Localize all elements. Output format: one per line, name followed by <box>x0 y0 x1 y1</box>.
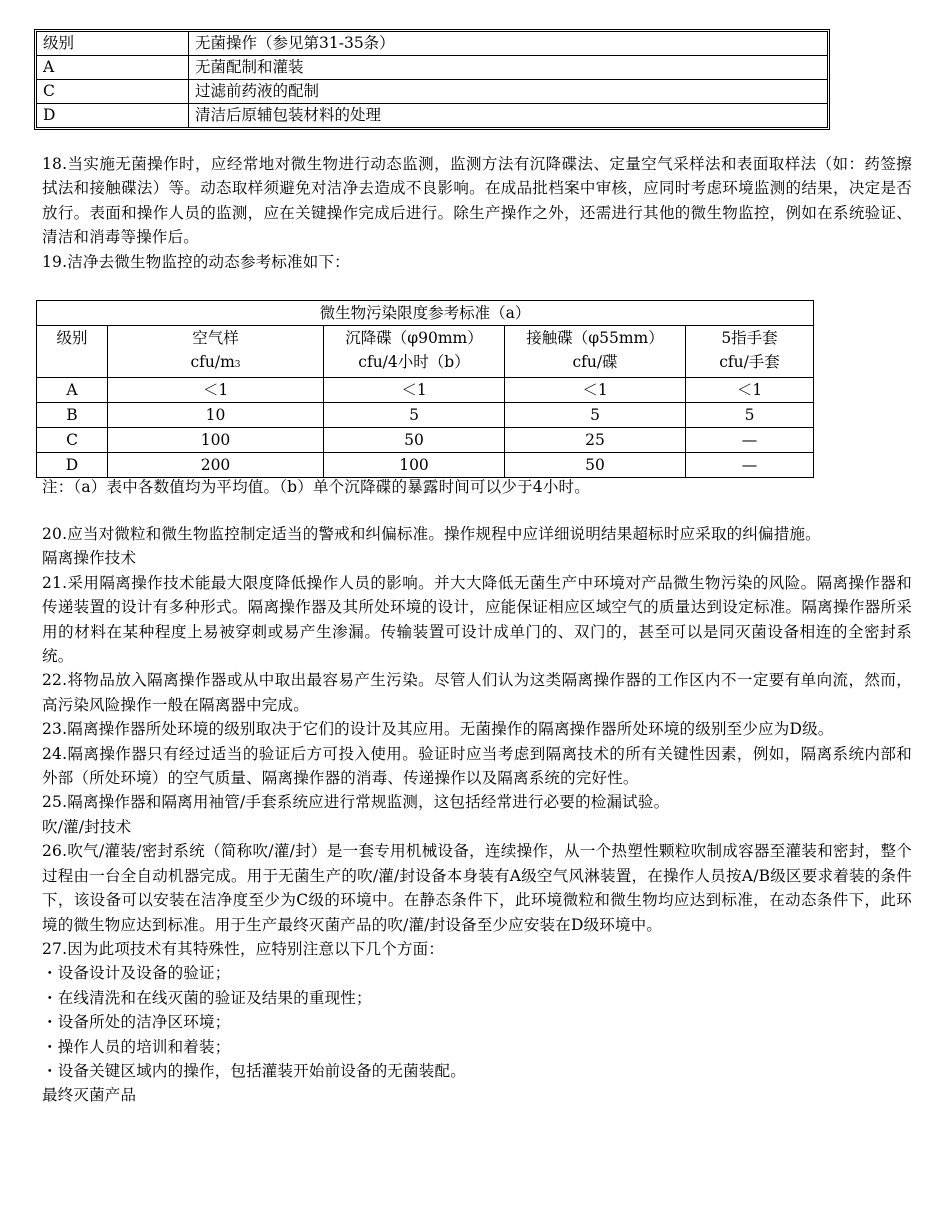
header-line-2: cfu/碟 <box>572 353 618 371</box>
table-row <box>37 453 814 478</box>
table-cell: D <box>37 453 108 478</box>
paragraph-24: 24.隔离操作器只有经过适当的验证后方可投入使用。验证时应当考虑到隔离技术的所有关键性因素，例如，隔离系统内部和外部（所处环境）的空气质量、隔离操作器的消毒、传递操作以及隔离系统的完好性。 <box>42 744 912 788</box>
table-row <box>37 32 828 56</box>
table-row <box>37 403 814 428</box>
paragraph-18: 18.当实施无菌操作时，应经常地对微生物进行动态监测，监测方法有沉降碟法、定量空气采样法和表面取样法（如：药签擦拭法和接触碟法）等。动态取样须避免对洁净去造成不良影响。在成品批档案中审核，应同时考虑环境监测的结果，决定是否放行。表面和操作人员的监测，应在关键操作完成后进行。除生产操作之外，还需进行其他的微生物监控，例如在系统验证、清洁和消毒等操作后。 <box>42 155 912 247</box>
paragraph-18-block <box>42 152 912 274</box>
table-row <box>37 378 814 403</box>
list-item: ・设备所处的洁净区环境； <box>42 1013 231 1032</box>
header-line-1: 级别 <box>56 329 88 347</box>
header-line-1: 空气样 <box>192 329 239 347</box>
table-cell: 5 <box>505 403 686 428</box>
table-cell: 10 <box>108 403 324 428</box>
table-cell: 过滤前药液的配制 <box>189 80 828 104</box>
table-row <box>37 56 828 80</box>
header-cell-settle-plate <box>324 326 505 378</box>
table-note: 注：（a）表中各数值均为平均值。（b）单个沉降碟的暴露时间可以少于4小时。 <box>42 478 590 496</box>
main-text-block <box>42 522 912 1108</box>
header-cell-glove <box>686 326 814 378</box>
table-title: 微生物污染限度参考标准（a） <box>37 301 814 326</box>
table-cell: 无菌配制和灌装 <box>189 56 828 80</box>
table-cell: — <box>686 428 814 453</box>
table-cell: 级别 <box>37 32 189 56</box>
table-cell: 5 <box>324 403 505 428</box>
header-line-2: cfu/4小时（b） <box>358 353 470 371</box>
table-header-row <box>37 326 814 378</box>
table-cell: ＜1 <box>324 378 505 403</box>
table-cell: D <box>37 104 189 128</box>
table-row <box>37 428 814 453</box>
microbial-limit-table <box>36 300 814 478</box>
paragraph-27: 27.因为此项技术有其特殊性，应特别注意以下几个方面： <box>42 939 445 958</box>
table-cell: A <box>37 56 189 80</box>
list-item: ・在线清洗和在线灭菌的验证及结果的重现性； <box>42 988 372 1007</box>
header-line-2: cfu/m3 <box>190 353 241 371</box>
table-cell: C <box>37 428 108 453</box>
list-item: ・设备设计及设备的验证； <box>42 964 231 983</box>
table-row <box>37 80 828 104</box>
header-line-2: cfu/手套 <box>719 353 780 371</box>
paragraph-23: 23.隔离操作器所处环境的级别取决于它们的设计及其应用。无菌操作的隔离操作器所处环境的级别至少应为D级。 <box>42 720 834 739</box>
header-line-1: 接触碟（φ55mm） <box>526 329 664 347</box>
table-cell: 清洁后原辅包装材料的处理 <box>189 104 828 128</box>
header-cell-contact-plate <box>505 326 686 378</box>
table-cell: B <box>37 403 108 428</box>
paragraph-26: 26.吹气/灌装/密封系统（简称吹/灌/封）是一套专用机械设备，连续操作，从一个热塑性颗粒吹制成容器至灌装和密封，整个过程由一台全自动机器完成。用于无菌生产的吹/灌/封设备本身装有A级空气风淋装置，在操作人员按A/B级区要求着装的条件下，该设备可以安装在洁净度至少为C级的环境中。在静态条件下，此环境微粒和微生物均应达到标准，在动态条件下，此环境的微生物应达到标准。用于生产最终灭菌产品的吹/灌/封设备至少应安装在D级环境中。 <box>42 842 912 934</box>
header-cell-grade <box>37 326 108 378</box>
table-cell: 5 <box>686 403 814 428</box>
paragraph-21: 21.采用隔离操作技术能最大限度降低操作人员的影响。并大大降低无菌生产中环境对产品微生物污染的风险。隔离操作器和传递装置的设计有多种形式。隔离操作器及其所处环境的设计，应能保证相应区域空气的质量达到设定标准。隔离操作器所采用的材料在某种程度上易被穿刺或易产生渗漏。传输装置可设计成单门的、双门的，甚至可以是同灭菌设备相连的全密封系统。 <box>42 573 912 666</box>
section-heading-isolator: 隔离操作技术 <box>42 549 137 568</box>
table-cell: 200 <box>108 453 324 478</box>
section-heading-bfs: 吹/灌/封技术 <box>42 817 132 836</box>
table-cell: 25 <box>505 428 686 453</box>
table-cell: — <box>686 453 814 478</box>
header-line-1: 沉降碟（φ90mm） <box>345 329 483 347</box>
paragraph-25: 25.隔离操作器和隔离用袖管/手套系统应进行常规监测，这包括经常进行必要的检漏试验。 <box>42 793 670 812</box>
table-title-row <box>37 301 814 326</box>
list-item: ・设备关键区域内的操作，包括灌装开始前设备的无菌装配。 <box>42 1061 466 1080</box>
table-cell: ＜1 <box>505 378 686 403</box>
table-row <box>37 104 828 128</box>
header-cell-air <box>108 326 324 378</box>
paragraph-19: 19.洁净去微生物监控的动态参考标准如下： <box>42 252 350 271</box>
section-heading-terminal: 最终灭菌产品 <box>42 1086 137 1105</box>
table-cell: 50 <box>505 453 686 478</box>
table-cell: 无菌操作（参见第31-35条） <box>189 32 828 56</box>
table-cell: 50 <box>324 428 505 453</box>
table-cell: ＜1 <box>108 378 324 403</box>
list-item: ・操作人员的培训和着装； <box>42 1037 231 1056</box>
table-cell: A <box>37 378 108 403</box>
header-line-1: 5指手套 <box>721 329 778 347</box>
table-cell: ＜1 <box>686 378 814 403</box>
paragraph-20: 20.应当对微粒和微生物监控制定适当的警戒和纠偏标准。操作规程中应详细说明结果超标时应采取的纠偏措施。 <box>42 525 821 543</box>
table-cell: 100 <box>324 453 505 478</box>
cleanroom-grade-table <box>36 31 828 128</box>
table-cell: 100 <box>108 428 324 453</box>
paragraph-22: 22.将物品放入隔离操作器或从中取出最容易产生污染。尽管人们认为这类隔离操作器的工作区内不一定要有单向流，然而，高污染风险操作一般在隔离器中完成。 <box>42 671 912 714</box>
table-cell: C <box>37 80 189 104</box>
